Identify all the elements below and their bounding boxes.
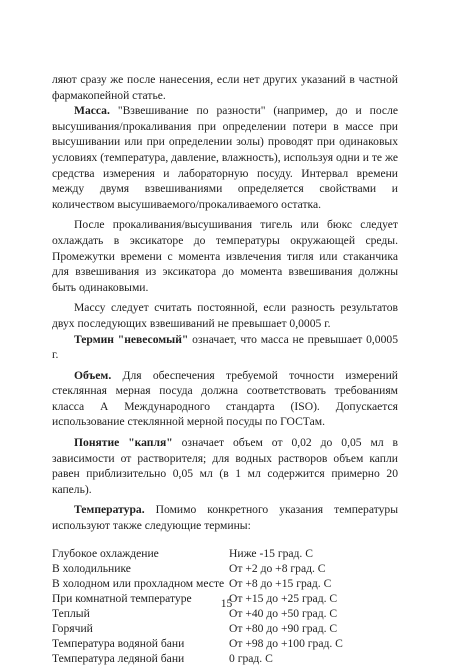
- paragraph-drop-text: означает объем от 0,02 до 0,05 мл в зависимости от растворителя; для водных растворов объем капли равен приблизительно 0,05 мл (в 1 мл содержится примерно 20 капель).: [52, 436, 399, 496]
- paragraph-cooling: После прокаливания/высушивания тигель или бюкс следует охлаждать в эксикаторе до температуры окружающей среды. Промежутки времени с момента извлечения тигля или стаканчика для взвешивания из эксикатора до момента взвешивания должны быть одинаковыми.: [52, 218, 398, 294]
- temperature-range: От +40 до +50 град. С: [229, 606, 338, 620]
- paragraph-mass: [52, 103, 398, 212]
- term-drop: Понятие "капля": [74, 436, 173, 450]
- temperature-range: 0 град. С: [229, 651, 273, 665]
- term-temperature: Температура.: [74, 503, 145, 517]
- paragraph-temperature: [52, 502, 398, 533]
- table-row: [52, 561, 398, 576]
- paragraph-weightless: [52, 332, 398, 363]
- temperature-range: От +98 до +100 град. С: [229, 636, 343, 650]
- temperature-range: От +15 до +25 град. С: [229, 591, 338, 605]
- table-row: [52, 546, 398, 561]
- table-row: [52, 651, 398, 666]
- temperature-range: От +80 до +90 град. С: [229, 621, 338, 635]
- temperature-term: Глубокое охлаждение: [52, 546, 159, 560]
- paragraph-weightless-text: означает, что масса не превышает 0,0005 г.: [52, 332, 398, 362]
- table-row: [52, 621, 398, 636]
- paragraph-volume-text: Для обеспечения требуемой точности измерений стеклянная мерная посуда должна соответствовать требованиям класса А Международного стандарта (ISO). Допускается использование стеклянной мерной посуды по ГОСТам.: [52, 368, 398, 429]
- temperature-range: От +8 до +15 град. С: [229, 576, 332, 590]
- table-row: [52, 636, 398, 651]
- term-weightless: Термин "невесомый": [74, 332, 189, 346]
- temperature-term: Горячий: [52, 621, 93, 635]
- page-number: 15: [220, 597, 233, 610]
- paragraph-continuation: ляют сразу же после нанесения, если нет других указаний в частной фармакопейной статье.: [52, 73, 398, 102]
- temperature-term: Теплый: [52, 606, 90, 620]
- temperature-term: При комнатной температуре: [52, 591, 192, 605]
- temperature-term: В холодильнике: [52, 561, 131, 575]
- paragraph-volume: [52, 368, 398, 430]
- document-page: [52, 72, 398, 666]
- paragraph-constant-mass: Массу следует считать постоянной, если разность результатов двух последующих взвешиваний не превышает 0,0005 г.: [52, 301, 398, 330]
- paragraph-mass-text: "Взвешивание по разности" (например, до и после высушивания/прокаливания при определении потери в массе при высушивании или при определении золы) проводят при одинаковых условиях (температура, давление, влажность), используя одни и те же средства измерения и лабораторную посуду. Интервал времени между двумя взвешиваниями определяется свойствами и количеством высушиваемого/прокаливаемого остатка.: [52, 104, 398, 211]
- table-row: [52, 576, 398, 591]
- term-volume: Объем.: [74, 368, 112, 382]
- temperature-term: В холодном или прохладном месте: [52, 576, 225, 590]
- term-mass: Масса.: [74, 104, 110, 118]
- temperature-term: Температура ледяной бани: [52, 651, 185, 665]
- temperature-range: Ниже -15 град. С: [229, 546, 313, 560]
- paragraph-drop: [52, 435, 398, 497]
- paragraph-temperature-text: Помимо конкретного указания температуры используют также следующие термины:: [52, 503, 398, 533]
- temperature-term: Температура водяной бани: [52, 636, 185, 650]
- temperature-range: От +2 до +8 град. С: [229, 561, 326, 575]
